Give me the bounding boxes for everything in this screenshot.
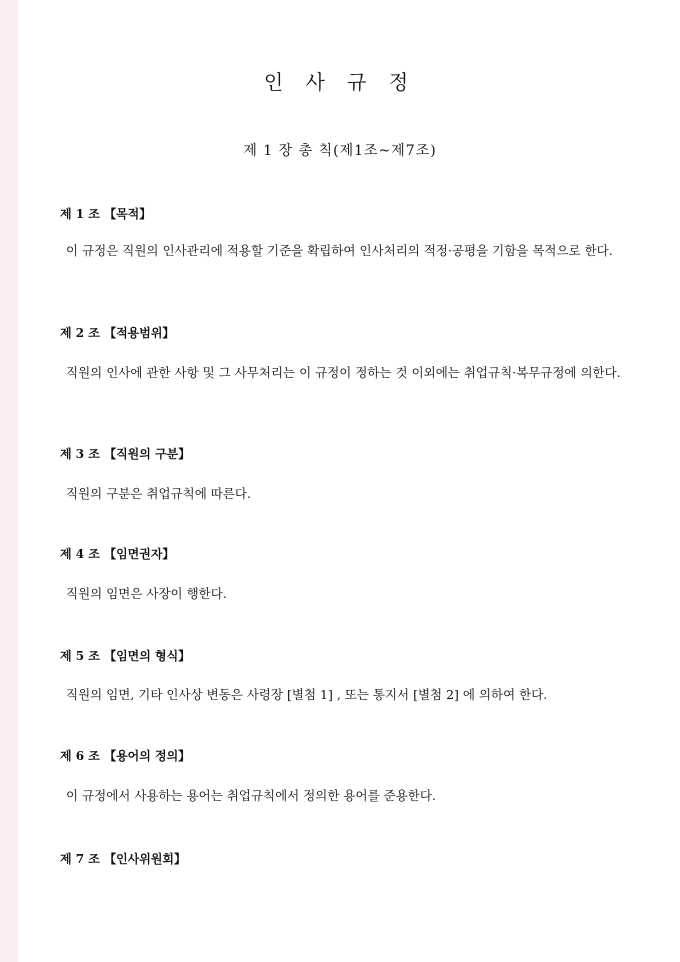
article-7-heading: 제 7 조 【인사위원회】: [60, 852, 187, 866]
article-1-body: 이 규정은 직원의 인사관리에 적용할 기준을 확립하여 인사처리의 적정·공평을 기함을 목적으로 한다.: [66, 243, 613, 258]
article-5-heading: 제 5 조 【임면의 형식】: [60, 649, 191, 663]
chapter-title: 제 1 장 총 칙(제1조~제7조): [243, 143, 437, 159]
article-2-body: 직원의 인사에 관한 사항 및 그 사무처리는 이 규정이 정하는 것 이외에는 취업규칙·복무규정에 의한다.: [66, 365, 621, 380]
article-6-heading: 제 6 조 【용어의 정의】: [60, 749, 191, 763]
article-4-body: 직원의 임면은 사장이 행한다.: [66, 586, 227, 601]
article-3-body: 직원의 구분은 취업규칙에 따른다.: [66, 486, 251, 501]
article-2-heading: 제 2 조 【적용범위】: [60, 326, 175, 340]
document-title: 인 사 규 정: [263, 70, 417, 94]
article-3-heading: 제 3 조 【직원의 구분】: [60, 447, 191, 461]
article-4-heading: 제 4 조 【임면권자】: [60, 547, 175, 561]
article-6-body: 이 규정에서 사용하는 용어는 취업규칙에서 정의한 용어를 준용한다.: [66, 788, 436, 803]
article-5-body: 직원의 임면, 기타 인사상 변동은 사령장 [별첨 1] , 또는 통지서 [별첨 2] 에 의하여 한다.: [66, 687, 548, 702]
article-1-heading: 제 1 조 【목적】: [60, 207, 152, 221]
